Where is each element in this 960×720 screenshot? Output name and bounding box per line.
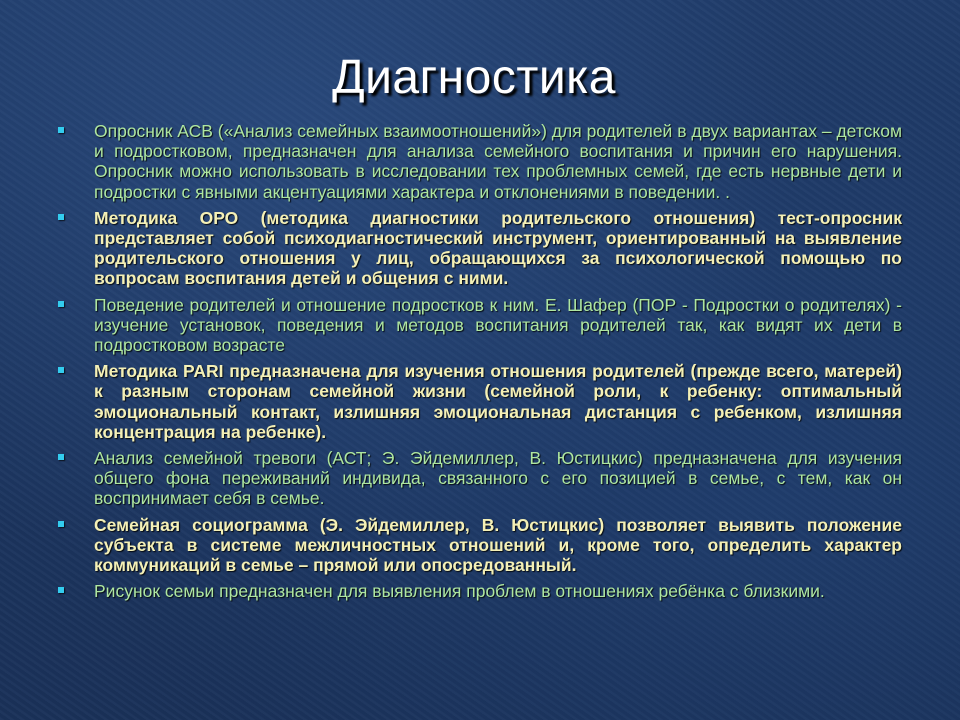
list-item-text: Семейная социограмма (Э. Эйдемиллер, В. Юстицкис) позволяет выявить положение субъекта в системе межличностных отношений и, кроме того, определить характер коммуникаций в семье – прямой или опосредованный. <box>94 514 902 576</box>
square-bullet-icon <box>58 521 64 527</box>
list-item-text: Опросник АСВ («Анализ семейных взаимоотношений») для родителей в двух вариантах – детском и подростковом, предназначен для анализа семейного воспитания и причин его нарушения. Опросник можно использовать в исследовании тех проблемных семей, где есть нервные дети и подростки с явными акцентуациями характера и отклонениями в поведении. . <box>94 121 902 202</box>
list-item-text: Методика PARI предназначена для изучения отношения родителей (прежде всего, матерей) к разным сторонам семейной жизни (семейной роли, к ребенку: оптимальный эмоциональный контакт, излишняя эмоциональная дистанция с ребенком, излишняя концентрация на ребенке). <box>94 361 902 442</box>
list-item <box>58 121 902 202</box>
square-bullet-icon <box>58 301 64 307</box>
list-item <box>58 581 902 601</box>
list-item <box>58 361 902 442</box>
square-bullet-icon <box>58 454 64 460</box>
list-item-text: Рисунок семьи предназначен для выявления проблем в отношениях ребёнка с близкими. <box>94 581 825 602</box>
list-item-text: Поведение родителей и отношение подростков к ним. Е. Шафер (ПОР - Подростки о родителях) - изучение установок, поведения и методов воспитания родителей так, как видят их дети в подростковом возрасте <box>94 294 902 356</box>
bullet-list <box>58 121 902 601</box>
square-bullet-icon <box>58 587 64 593</box>
square-bullet-icon <box>58 367 64 373</box>
square-bullet-icon <box>58 127 64 133</box>
slide-title: Диагностика <box>332 51 616 104</box>
list-item <box>58 515 902 576</box>
list-item-text: Анализ семейной тревоги (АСТ; Э. Эйдемиллер, В. Юстицкис) предназначена для изучения общего фона переживаний индивида, связанного с его позицией в семье, с тем, как он воспринимает себя в семье. <box>94 448 902 509</box>
list-item-text: Методика ОРО (методика диагностики родительского отношения) тест-опросник представляет собой психодиагностический инструмент, ориентированный на выявление родительского отношения у лиц, обращающихся за психологической помощью по вопросам воспитания детей и общения с ними. <box>94 207 902 289</box>
square-bullet-icon <box>58 214 64 220</box>
list-item <box>58 295 902 356</box>
list-item <box>58 208 902 289</box>
list-item <box>58 448 902 509</box>
